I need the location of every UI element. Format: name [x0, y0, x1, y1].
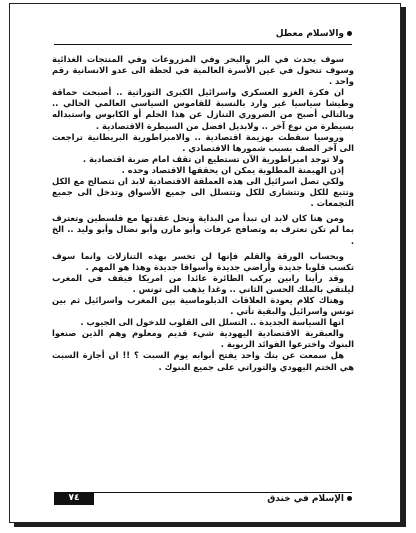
paragraph: وهناك كلام يعودة العلاقات الدبلوماسية بين المغرب واسرائيل ثم بين تونس واسرائيل والبقية تأتي . — [52, 294, 354, 317]
paragraph: ومن هنا كان لابد ان تبدأ من البداية وتحل عقدتها مع فلسطين وتعترف بما لم تكن تعترف به وتصافح عرفات وأبو مازن وأبو نضال وأبو وليد .. الخ . — [52, 213, 354, 246]
paragraph: وروسيا سقطت بهزيمة اقتصادية .. والامبراطورية البريطانية تراجعت الى آخر الصف بسبب شمورها الاقتصادي . — [52, 131, 354, 153]
body-text — [52, 54, 354, 373]
page-number: ٧٤ — [54, 492, 94, 505]
paragraph: وبحساب الورقة والقلم فإنها لن تخسر بهذه التنازلات وانما سوف تكسب قلوبا جديدة وأراضي جديدة وأسواقا جديدة وهذا هو المهم . — [52, 250, 354, 272]
bullet-icon — [347, 496, 352, 501]
document-page — [9, 3, 401, 523]
paragraph: انها السياسة الجديدة .. التسلل الى القلوب للدخول الى الجيوب . — [80, 317, 344, 328]
page-header — [54, 28, 352, 45]
paragraph: سوف يحدث في البر والبحر وفي المزروعات وفي المنتجات الغذائية وسوف تتحول في عين الأسرة العالمية في لحظة الى عدو الانسانية رقم واحد . — [52, 54, 354, 87]
paragraph: ولكي تصل اسرائيل الى هذه العملقة الاقتصادية لابد ان تتصالح مع الكل وتتبع للكل وتتشارى للكل وتتسلل الى جميع الأسواق وتدخل الى جميع التجمعات . — [52, 176, 354, 209]
book-title-text: الإسلام في خندق — [267, 494, 344, 504]
paragraph: إذن الهيمنة المطلوبة يمكن ان يحققها الاقتصاد وحده . — [121, 164, 344, 175]
running-title — [276, 29, 352, 39]
paragraph: والعبقرية الاقتصادية اليهودية شيء قديم ومعلوم وهم الذين صنعوا البنوك واخترعوا الفوائد الربوية . — [52, 328, 354, 350]
paragraph: ان فكرة الغزو العسكري واسرائيل الكبرى التوراتية .. أصبحت حماقة وطيشا سياسيا غير وارد بالنسبة للقاموس السياسي العالمي الحالي .. وبالتالي أصبح من الضروري التنازل عن هذا الحلم أو الكابوس واستبداله بسيطرة من نوع آخر .. ولابديل افضل من السيطرة الاقتصادية . — [52, 87, 354, 131]
paragraph: هل سمعت عن بنك واحد يفتح أبوابه يوم السبت ؟ !! ان أجازة السبت هي الختم اليهودي والتوراتي على جميع البنوك . — [52, 350, 354, 372]
book-title — [267, 494, 352, 504]
page-footer — [54, 492, 352, 507]
paragraph: ولا توجد امبراطورية الآن تستطيع ان تقف امام ضربة اقتصادية . — [82, 153, 344, 164]
running-title-text: والاسلام معطل — [275, 29, 344, 39]
paragraph: وقد رأينا رابين يركب الطائرة عائدا من امريكا فيقف في المغرب ليلتقي بالملك الحسن الثاني .. وغدا يذهب الى تونس . — [52, 272, 354, 294]
bullet-icon — [347, 31, 352, 36]
